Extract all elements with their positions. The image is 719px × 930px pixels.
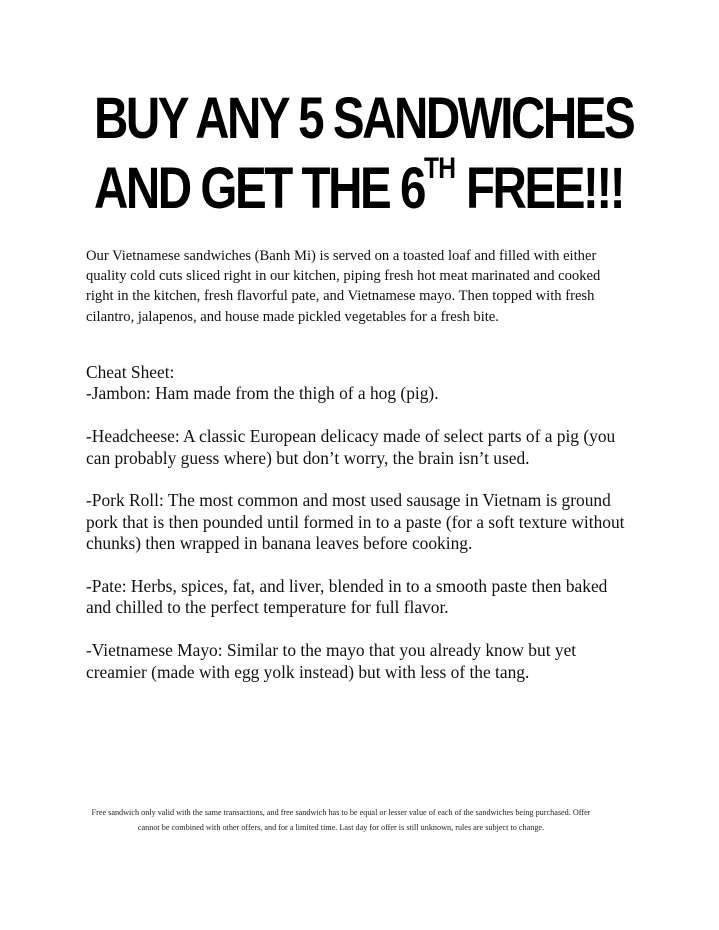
cheat-entry-pate: -Pate: Herbs, spices, fat, and liver, blended in to a smooth paste then baked and chilled to the perfect temperature for full flavor. <box>86 576 608 618</box>
fine-print: Free sandwich only valid with the same transactions, and free sandwich has to be equal or lesser value of each of the sandwiches being purchased. Offer cannot be combined with other offers, and for a limited time. Last day for offer is still unknown, rules are subject to change. <box>91 808 591 832</box>
cheat-sheet-heading: Cheat Sheet: <box>86 362 175 382</box>
headline-line-1 <box>94 86 634 151</box>
headline-line-2 <box>94 152 624 221</box>
cheat-entry-pork-roll: -Pork Roll: The most common and most used sausage in Vietnam is ground pork that is then pounded until formed in to a paste (for a soft texture without chunks) then wrapped in banana leaves before cooking. <box>86 490 625 554</box>
cheat-sheet <box>86 362 631 683</box>
headline-ordinal-suffix: TH <box>424 152 456 185</box>
intro-paragraph: Our Vietnamese sandwiches (Banh Mi) is served on a toasted loaf and filled with either quality cold cuts sliced right in our kitchen, piping fresh hot meat marinated and cooked right in the kitchen, fresh flavorful pate, and Vietnamese mayo. Then topped with fresh cilantro, jalapenos, and house made pickled vegetables for a fresh bite. <box>86 248 601 325</box>
headline-line-1-text: BUY ANY 5 SANDWICHES <box>94 86 634 151</box>
cheat-entry-vietnamese-mayo: -Vietnamese Mayo: Similar to the mayo that you already know but yet creamier (made with egg yolk instead) but with less of the tang. <box>86 640 577 682</box>
cheat-entry-jambon: -Jambon: Ham made from the thigh of a hog (pig). <box>86 383 439 404</box>
cheat-entry-headcheese: -Headcheese: A classic European delicacy made of select parts of a pig (you can probably guess where) but don’t worry, the brain isn’t used. <box>86 426 616 468</box>
headline-line-2-text: AND GET THE 6 <box>94 156 425 221</box>
headline-line-2-end: FREE!!! <box>455 156 624 221</box>
